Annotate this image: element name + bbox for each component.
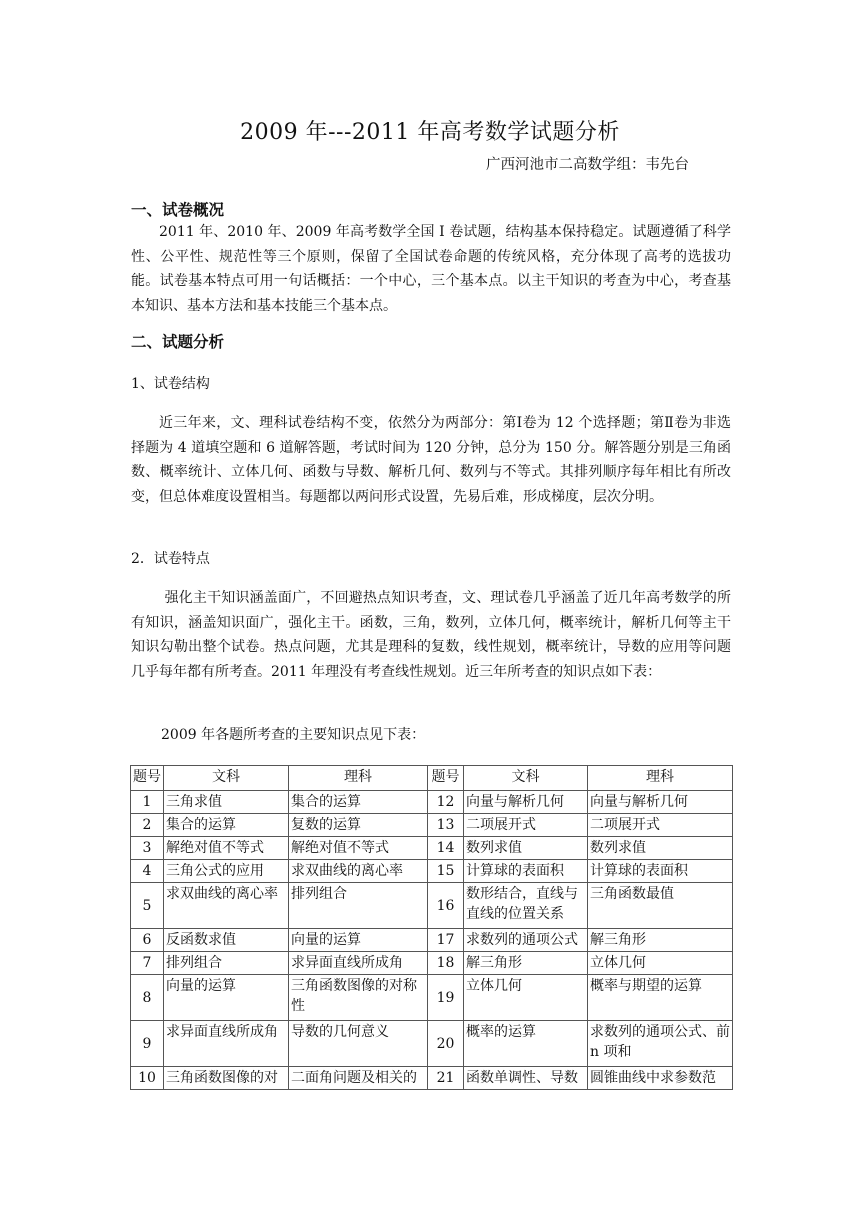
knowledge-point-cell: 立体几何 [588,952,733,975]
question-number-cell: 7 [131,952,164,975]
header-cell: 文科 [464,766,588,791]
question-number-cell: 4 [131,860,164,883]
knowledge-point-cell: 向量与解析几何 [588,791,733,814]
knowledge-point-cell: 函数单调性、导数 [464,1067,588,1090]
subsection-1-paragraph: 近三年来，文、理科试卷结构不变，依然分为两部分：第Ⅰ卷为 12 个选择题；第Ⅱ卷为非选择题为 4 道填空题和 6 道解答题，考试时间为 120 分钟，总分为 150 分。解答题分别是三角函数、概率统计、立体几何、函数与导数、解析几何、数列与不等式。其排列顺序每年相比有所改变，但总体难度设置相当。每题都以两问形式设置，先易后难，形成梯度，层次分明。 [131,415,731,505]
question-number-cell: 8 [131,975,164,1021]
question-number-cell: 5 [131,883,164,929]
table-row [131,929,733,952]
subsection-1-heading: 1、试卷结构 [131,376,210,392]
subsection-2-paragraph: 强化主干知识涵盖面广，不回避热点知识考查，文、理试卷几乎涵盖了近几年高考数学的所有知识，涵盖知识面广，强化主干。函数，三角，数列，立体几何，概率统计，解析几何等主干知识勾勒出整个试卷。热点问题，尤其是理科的复数，线性规划，概率统计，导数的应用等问题几乎每年都有所考查。2011 年理没有考查线性规划。近三年所考查的知识点如下表： [131,590,731,680]
author-line: 广西河池市二高数学组：韦先台 [486,157,689,173]
question-number-cell: 14 [428,837,464,860]
question-number-cell: 18 [428,952,464,975]
knowledge-point-cell: 圆锥曲线中求参数范 [588,1067,733,1090]
header-cell: 理科 [289,766,428,791]
table-row [131,883,733,929]
knowledge-point-cell: 求异面直线所成角 [289,952,428,975]
knowledge-point-cell: 三角公式的应用 [164,860,289,883]
question-number-cell: 2 [131,814,164,837]
knowledge-point-cell: 向量与解析几何 [464,791,588,814]
section-2-heading: 二、试题分析 [131,332,225,351]
question-number-cell: 1 [131,791,164,814]
question-number-cell: 6 [131,929,164,952]
table-caption: 2009 年各题所考查的主要知识点见下表： [161,727,426,743]
knowledge-point-cell: 数列求值 [588,837,733,860]
knowledge-point-cell: 二项展开式 [588,814,733,837]
knowledge-point-cell: 三角函数最值 [588,883,733,929]
knowledge-point-cell: 二面角问题及相关的 [289,1067,428,1090]
table-row [131,1021,733,1067]
knowledge-point-cell: 向量的运算 [164,975,289,1021]
table-row [131,814,733,837]
knowledge-point-cell: 解三角形 [464,952,588,975]
question-number-cell: 12 [428,791,464,814]
knowledge-point-cell: 集合的运算 [164,814,289,837]
knowledge-point-cell: 计算球的表面积 [464,860,588,883]
question-number-cell: 13 [428,814,464,837]
knowledge-point-cell: 概率的运算 [464,1021,588,1067]
header-cell: 理科 [588,766,733,791]
knowledge-point-cell: 求异面直线所成角 [164,1021,289,1067]
header-cell: 文科 [164,766,289,791]
knowledge-point-cell: 数形结合，直线与直线的位置关系 [464,883,588,929]
question-number-cell: 10 [131,1067,164,1090]
header-cell: 题号 [131,766,164,791]
question-number-cell: 21 [428,1067,464,1090]
table-header-row [131,766,733,791]
section-1-heading: 一、试卷概况 [131,200,225,219]
knowledge-point-cell: 反函数求值 [164,929,289,952]
subsection-2-heading: 2．试卷特点 [131,551,210,567]
knowledge-point-cell: 三角函数图像的对 [164,1067,289,1090]
table-row [131,837,733,860]
knowledge-points-table [130,765,733,1090]
knowledge-point-cell: 排列组合 [289,883,428,929]
table-row [131,860,733,883]
knowledge-point-cell: 复数的运算 [289,814,428,837]
knowledge-point-cell: 三角求值 [164,791,289,814]
knowledge-point-cell: 集合的运算 [289,791,428,814]
knowledge-point-cell: 二项展开式 [464,814,588,837]
table-row [131,952,733,975]
knowledge-point-cell: 数列求值 [464,837,588,860]
question-number-cell: 17 [428,929,464,952]
question-number-cell: 19 [428,975,464,1021]
knowledge-point-cell: 解三角形 [588,929,733,952]
question-number-cell: 16 [428,883,464,929]
knowledge-point-cell: 排列组合 [164,952,289,975]
knowledge-point-cell: 解绝对值不等式 [164,837,289,860]
section-1-paragraph: 2011 年、2010 年、2009 年高考数学全国 I 卷试题，结构基本保持稳定。试题遵循了科学性、公平性、规范性等三个原则，保留了全国试卷命题的传统风格，充分体现了高考的选拔功能。试卷基本特点可用一句话概括：一个中心，三个基本点。以主干知识的考查为中心，考查基本知识、基本方法和基本技能三个基本点。 [131,224,731,314]
question-number-cell: 15 [428,860,464,883]
question-number-cell: 3 [131,837,164,860]
knowledge-point-cell: 概率与期望的运算 [588,975,733,1021]
header-cell: 题号 [428,766,464,791]
document-title: 2009 年---2011 年高考数学试题分析 [240,120,620,145]
table-row [131,1067,733,1090]
knowledge-point-cell: 三角函数图像的对称性 [289,975,428,1021]
knowledge-point-cell: 求双曲线的离心率 [164,883,289,929]
table-row [131,791,733,814]
table-row [131,975,733,1021]
knowledge-point-cell: 向量的运算 [289,929,428,952]
knowledge-point-cell: 导数的几何意义 [289,1021,428,1067]
knowledge-point-cell: 立体几何 [464,975,588,1021]
knowledge-point-cell: 解绝对值不等式 [289,837,428,860]
knowledge-point-cell: 计算球的表面积 [588,860,733,883]
question-number-cell: 20 [428,1021,464,1067]
knowledge-point-cell: 求数列的通项公式 [464,929,588,952]
knowledge-point-cell: 求双曲线的离心率 [289,860,428,883]
knowledge-point-cell: 求数列的通项公式、前 n 项和 [588,1021,733,1067]
question-number-cell: 9 [131,1021,164,1067]
